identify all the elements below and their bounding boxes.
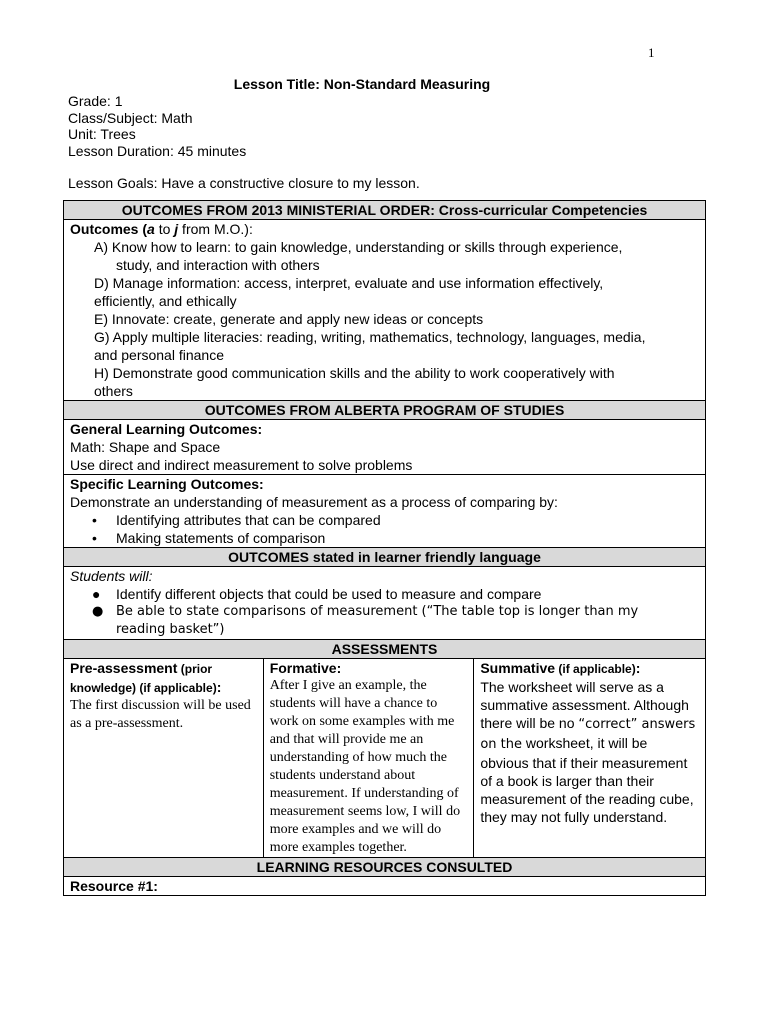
cross-header: OUTCOMES FROM 2013 MINISTERIAL ORDER: Cross-curricular Competencies — [64, 201, 706, 220]
outcome-g-cont: and personal finance — [94, 347, 224, 363]
lesson-meta — [68, 93, 246, 159]
list-item: • Identifying attributes that can be compared — [92, 512, 381, 528]
subject: Class/Subject: Math — [68, 109, 193, 126]
page-number: 1 — [648, 45, 655, 60]
specific-outcomes-cell — [64, 475, 706, 548]
grade: Grade: 1 — [68, 93, 123, 109]
resources-header: LEARNING RESOURCES CONSULTED — [64, 858, 706, 877]
friendly-cell — [64, 567, 706, 640]
summative-text: The worksheet will serve as a summative assessment. Although there will be no “correct” answers on the worksheet, it will be obvious that if their measurement of a book is larger than their measurement of the reading cube, they may not fully understand. — [480, 679, 696, 825]
list-item: ● Be able to state comparisons of measurement (“The table top is longer than my reading basket”) — [92, 604, 639, 637]
cross-outcomes-cell — [64, 220, 706, 401]
unit: Unit: Trees — [68, 126, 136, 142]
resource-1: Resource #1: — [64, 877, 706, 896]
outcome-a: A) Know how to learn: to gain knowledge, understanding or skills through experience, — [94, 239, 623, 255]
outcomes-label: Outcomes (a to j from M.O.): — [70, 221, 253, 237]
outcome-a-cont: study, and interaction with others — [116, 257, 320, 273]
outcome-e: E) Innovate: create, generate and apply new ideas or concepts — [94, 311, 484, 327]
specific-label: Specific Learning Outcomes: — [70, 476, 264, 492]
pre-assessment-text: The first discussion will be used as a pre-assessment. — [70, 698, 251, 731]
general-outcomes-cell — [64, 420, 706, 475]
general-2: Use direct and indirect measurement to solve problems — [70, 457, 413, 473]
friendly-header: OUTCOMES stated in learner friendly language — [64, 548, 706, 567]
outcome-d: D) Manage information: access, interpret, evaluate and use information effectively, — [94, 275, 604, 291]
alberta-header: OUTCOMES FROM ALBERTA PROGRAM OF STUDIES — [64, 401, 706, 420]
formative-label: Formative: — [269, 660, 342, 676]
lesson-title: Lesson Title: Non-Standard Measuring — [233, 76, 491, 92]
lesson-plan-table — [63, 200, 706, 896]
formative-cell — [263, 659, 474, 858]
outcome-d-cont: efficiently, and ethically — [94, 293, 237, 309]
list-item: • Making statements of comparison — [92, 530, 326, 546]
duration: Lesson Duration: 45 minutes — [68, 142, 247, 159]
specific-intro: Demonstrate an understanding of measurement as a process of comparing by: — [70, 494, 558, 510]
assessments-header: ASSESSMENTS — [64, 640, 706, 659]
list-item: ● Identify different objects that could be used to measure and compare — [92, 586, 542, 602]
outcome-h-cont: others — [94, 383, 133, 399]
pre-assessment-cell: Pre-assessment (prior knowledge) (if applicable): The first discussion will be used as a pre-assessment. — [64, 659, 264, 858]
outcome-g: G) Apply multiple literacies: reading, writing, mathematics, technology, languages, media, — [94, 329, 646, 345]
general-1: Math: Shape and Space — [70, 439, 221, 455]
summative-cell: Summative (if applicable): The worksheet will serve as a summative assessment. Although there will be no “correct” answers on the worksheet, it will be obvious that if their measurement of a book is larger than their measurement of the reading cube, they may not fully understand. — [474, 659, 706, 858]
outcome-h: H) Demonstrate good communication skills and the ability to work cooperatively with — [94, 365, 615, 381]
formative-text: After I give an example, the students will have a chance to work on some examples with me and that will provide me an understanding of how much the students understand about measurement. If understanding of measurement seems low, I will do more examples and we will do more examples together. — [269, 678, 461, 855]
students-will: Students will: — [70, 568, 153, 584]
lesson-goals: Lesson Goals: Have a constructive closure to my lesson. — [68, 175, 420, 191]
general-label: General Learning Outcomes: — [70, 421, 263, 437]
